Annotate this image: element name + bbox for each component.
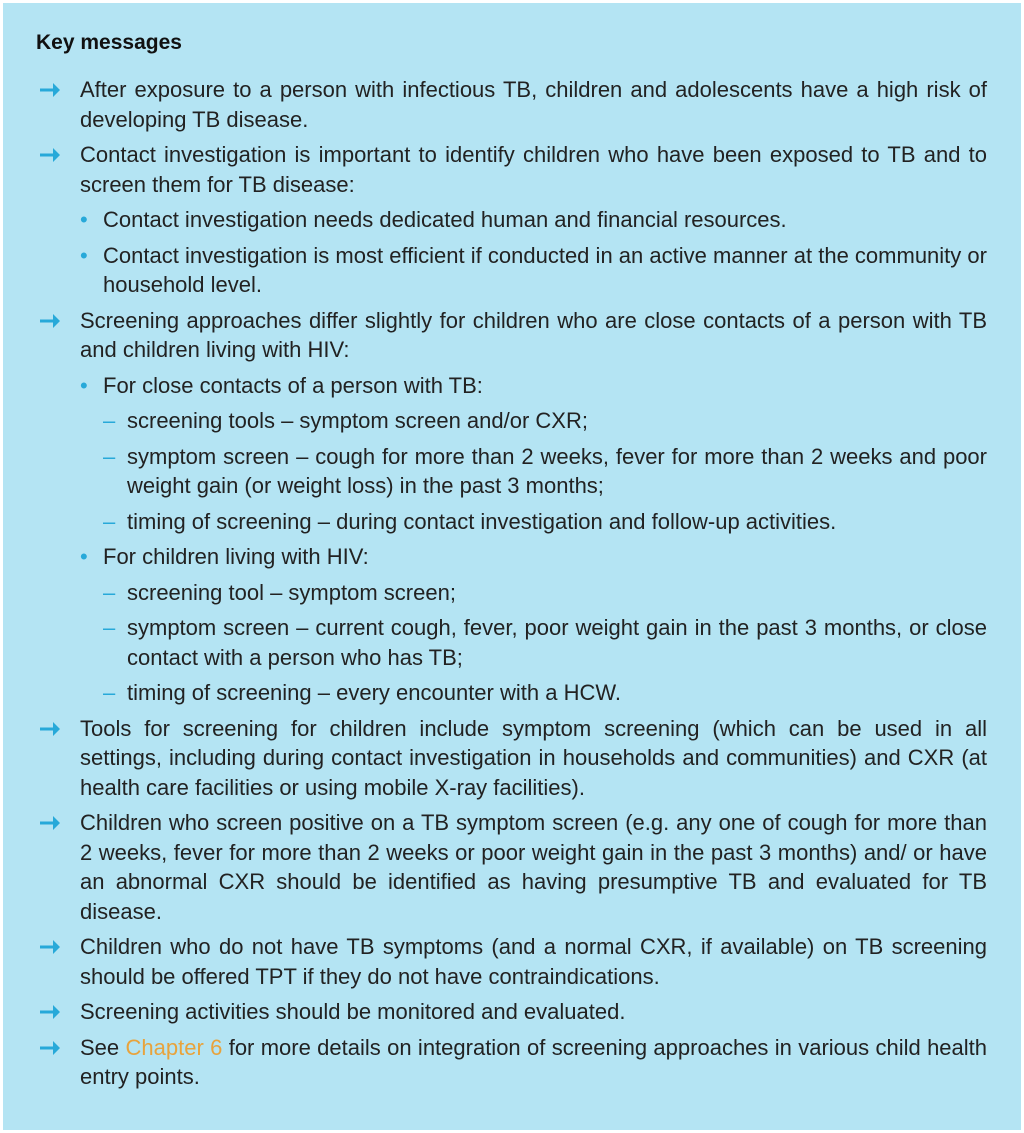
list-item	[35, 613, 987, 672]
item-text: screening tool – symptom screen;	[127, 579, 456, 605]
item-text: symptom screen – cough for more than 2 weeks, fever for more than 2 weeks and poor weight gain (or weight loss) in the past 3 months;	[127, 443, 987, 498]
item-text: Contact investigation is important to identify children who have been exposed to TB and to screen them for TB disease:	[80, 142, 987, 197]
item-text-prefix: See	[80, 1034, 126, 1060]
item-text: Tools for screening for children include symptom screening (which can be used in all settings, including during contact investigation in households and communities) and CXR (at health care facilities or using mobile X-ray facilities).	[80, 715, 987, 800]
item-text: Screening activities should be monitored and evaluated.	[80, 999, 626, 1024]
dash-icon: –	[103, 680, 116, 705]
item-text: Children who screen positive on a TB symptom screen (e.g. any one of cough for more than 2 weeks, fever for more than 2 weeks or poor weight gain in the past 3 months) and/ or have an abnormal CXR should be identified as having presumptive TB and evaluated for TB disease.	[80, 810, 987, 924]
item-text: Children who do not have TB symptoms (and a normal CXR, if available) on TB screening should be offered TPT if they do not have contraindications.	[80, 934, 987, 989]
item-text: For close contacts of a person with TB:	[103, 372, 483, 398]
arrow-right-icon	[39, 306, 61, 339]
bullet-icon: •	[80, 207, 88, 232]
item-text: Screening approaches differ slightly for children who are close contacts of a person with TB and children living with HIV:	[80, 307, 987, 362]
bullet-icon: •	[80, 242, 88, 268]
dash-icon: –	[103, 615, 116, 640]
list-item	[35, 678, 987, 708]
arrow-right-icon	[39, 932, 61, 965]
dash-icon: –	[103, 408, 116, 433]
list-item	[35, 932, 987, 991]
item-text: timing of screening – every encounter with a HCW.	[127, 680, 622, 705]
list-item	[35, 75, 987, 134]
arrow-right-icon	[39, 75, 61, 108]
list-item	[35, 140, 987, 199]
list-item	[35, 442, 987, 501]
list-item	[35, 997, 987, 1027]
item-text: screening tools – symptom screen and/or CXR;	[127, 408, 588, 433]
list-item	[35, 507, 987, 537]
list-item	[35, 808, 987, 926]
item-text: Contact investigation is most efficient if conducted in an active manner at the community or household level.	[103, 242, 987, 297]
dash-icon: –	[103, 579, 116, 605]
item-text: After exposure to a person with infectious TB, children and adolescents have a high risk of developing TB disease.	[80, 77, 987, 132]
list-item	[35, 371, 987, 401]
arrow-right-icon	[39, 1033, 61, 1066]
list-item	[35, 578, 987, 608]
arrow-right-icon	[39, 808, 61, 841]
item-text: Contact investigation needs dedicated human and financial resources.	[103, 207, 787, 232]
list-item	[35, 542, 987, 572]
list-item	[35, 241, 987, 300]
chapter-6-link[interactable]: Chapter 6	[125, 1034, 223, 1060]
arrow-right-icon	[39, 997, 61, 1030]
dash-icon: –	[103, 508, 116, 534]
list-item	[35, 306, 987, 365]
arrow-right-icon	[39, 140, 61, 173]
item-text-suffix: for more details on integration of screening approaches in various child health entry points.	[80, 1034, 988, 1089]
item-text: For children living with HIV:	[103, 544, 369, 569]
list-item	[35, 406, 987, 436]
list-item	[35, 205, 987, 235]
arrow-right-icon	[39, 714, 61, 747]
box-title: Key messages	[36, 31, 182, 54]
list-item	[35, 1033, 987, 1092]
bullet-icon: •	[80, 372, 88, 398]
item-text: timing of screening – during contact investigation and follow-up activities.	[127, 508, 837, 534]
dash-icon: –	[103, 443, 116, 469]
list-item	[35, 714, 987, 803]
item-text: symptom screen – current cough, fever, poor weight gain in the past 3 months, or close contact with a person who has TB;	[127, 615, 987, 670]
bullet-icon: •	[80, 544, 88, 569]
key-messages-box	[3, 3, 1021, 1130]
